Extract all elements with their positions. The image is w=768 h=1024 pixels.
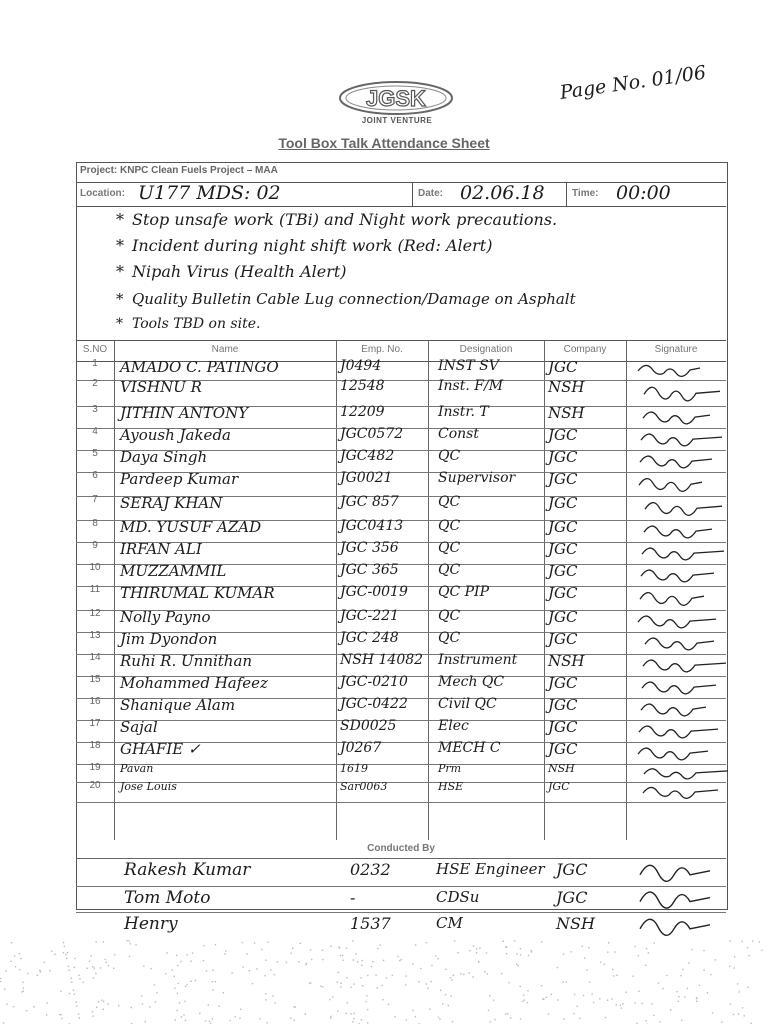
column-header-company: Company <box>563 344 607 355</box>
attendee-name: AMADO C. PATINGO <box>120 358 279 376</box>
row-number: 13 <box>89 630 101 641</box>
company: JGC <box>548 426 578 444</box>
employee-number: SD0025 <box>340 718 397 734</box>
company: JGC <box>548 674 578 692</box>
designation: MECH C <box>438 740 501 756</box>
signature-mark <box>632 720 724 742</box>
company: JGC <box>548 448 578 466</box>
conductor-employee-number: - <box>350 888 356 907</box>
signature-mark <box>632 450 724 472</box>
column-header-name: Name <box>211 344 239 355</box>
table-row <box>76 698 726 721</box>
company: JGC <box>548 696 578 714</box>
employee-number: JG0021 <box>340 470 393 486</box>
table-row <box>76 782 726 803</box>
signature-mark <box>632 742 724 764</box>
column-header-signature: Signature <box>654 344 698 355</box>
row-number: 2 <box>92 378 98 389</box>
designation: Inst. F/M <box>438 378 504 394</box>
divider <box>412 182 413 206</box>
signature-mark <box>632 676 724 698</box>
conductor-name: Rakesh Kumar <box>124 860 251 880</box>
designation: QC <box>438 608 461 624</box>
employee-number: JGC 857 <box>340 494 399 510</box>
jgsk-logo <box>338 80 454 120</box>
company: JGC <box>548 608 578 626</box>
company: JGC <box>548 740 578 758</box>
attendee-name: Shanique Alam <box>120 696 236 714</box>
row-number: 12 <box>89 608 101 619</box>
conductor-employee-number: 0232 <box>350 860 391 879</box>
conductor-company: JGC <box>556 860 588 879</box>
company: NSH <box>548 762 575 775</box>
signature-mark <box>632 586 724 610</box>
designation: QC <box>438 494 461 510</box>
employee-number: J0267 <box>340 740 382 756</box>
conductor-designation: CM <box>436 914 463 932</box>
designation: QC <box>438 518 461 534</box>
employee-number: JGC-221 <box>340 608 399 624</box>
column-header-sno: S.NO <box>82 344 108 355</box>
row-number: 4 <box>92 426 98 437</box>
signature-mark <box>632 858 724 886</box>
attendee-name: VISHNU R <box>120 378 202 396</box>
column-header-designation: Designation <box>459 344 513 355</box>
attendee-name: Pardeep Kumar <box>120 470 239 488</box>
employee-number: 12548 <box>340 378 385 394</box>
company: JGC <box>548 718 578 736</box>
conducted-by-row <box>76 886 726 913</box>
row-number: 15 <box>89 674 101 685</box>
company: JGC <box>548 494 578 512</box>
attendee-name: MD. YUSUF AZAD <box>120 518 262 536</box>
signature-mark <box>632 428 724 450</box>
company: JGC <box>548 562 578 580</box>
company: NSH <box>548 404 585 422</box>
designation: INST SV <box>438 358 499 374</box>
signature-mark <box>632 406 724 428</box>
location-label: Location: <box>80 188 125 199</box>
company: JGC <box>548 358 578 376</box>
signature-mark <box>632 564 724 586</box>
employee-number: JGC 365 <box>340 562 399 578</box>
conducted-by-header <box>76 840 726 859</box>
company: JGC <box>548 584 578 602</box>
company: JGC <box>548 630 578 648</box>
employee-number: 12209 <box>340 404 385 420</box>
designation: Mech QC <box>438 674 505 690</box>
signature-mark <box>632 380 724 406</box>
project-row <box>76 162 726 183</box>
row-number: 7 <box>92 494 98 505</box>
sheet-title: Tool Box Talk Attendance Sheet <box>278 135 490 151</box>
page-number: Page No. 01/06 <box>558 61 708 104</box>
topic-item: * Quality Bulletin Cable Lug connection/Damage on Asphalt <box>116 290 576 308</box>
company: NSH <box>548 652 585 670</box>
logo-text: JGSK <box>366 86 426 111</box>
employee-number: Sar0063 <box>340 780 388 793</box>
signature-mark <box>632 886 724 912</box>
designation: Instr. T <box>438 404 489 420</box>
attendee-name: Ruhi R. Unnithan <box>120 652 253 670</box>
company: JGC <box>548 518 578 536</box>
employee-number: JGC-0019 <box>340 584 408 600</box>
attendee-name: Daya Singh <box>120 448 208 466</box>
row-number: 5 <box>92 448 98 459</box>
designation: HSE <box>438 780 464 793</box>
row-number: 8 <box>92 518 98 529</box>
column-header-emp: Emp. No. <box>361 344 403 355</box>
employee-number: J0494 <box>340 358 382 374</box>
signature-mark <box>632 632 724 654</box>
company: JGC <box>548 470 578 488</box>
conductor-employee-number: 1537 <box>350 914 391 933</box>
designation: QC <box>438 630 461 646</box>
date-value: 02.06.18 <box>460 182 545 204</box>
designation: Const <box>438 426 479 442</box>
employee-number: JGC 248 <box>340 630 399 646</box>
row-number: 3 <box>92 404 98 415</box>
signature-mark <box>632 782 724 802</box>
employee-number: JGC0413 <box>340 518 404 534</box>
row-number: 20 <box>89 780 101 791</box>
conductor-company: JGC <box>556 888 588 907</box>
signature-mark <box>632 698 724 720</box>
designation: QC <box>438 448 461 464</box>
employee-number: JGC482 <box>340 448 395 464</box>
signature-mark <box>632 764 724 782</box>
topic-item: * Tools TBD on site. <box>116 316 261 332</box>
scan-noise <box>0 940 768 1024</box>
designation: Supervisor <box>438 470 516 486</box>
attendee-name: Jim Dyondon <box>120 630 218 648</box>
conducted-by-row <box>76 912 726 940</box>
attendee-name: Ayoush Jakeda <box>120 426 231 444</box>
table-row <box>76 742 726 765</box>
row-number: 14 <box>89 652 101 663</box>
conductor-company: NSH <box>556 914 595 933</box>
row-number: 6 <box>92 470 98 481</box>
attendee-name: Pavan <box>120 762 154 775</box>
employee-number: 1619 <box>340 762 368 775</box>
attendee-name: SERAJ KHAN <box>120 494 223 512</box>
attendee-name: Nolly Payno <box>120 608 211 626</box>
conductor-designation: CDSu <box>436 888 480 906</box>
row-number: 11 <box>89 584 101 595</box>
attendee-name: Sajal <box>120 718 158 736</box>
topic-item: * Nipah Virus (Health Alert) <box>116 262 347 281</box>
attendee-name: Mohammed Hafeez <box>120 674 268 692</box>
row-number: 16 <box>89 696 101 707</box>
attendee-name: IRFAN ALI <box>120 540 202 558</box>
time-value: 00:00 <box>616 182 671 204</box>
row-number: 10 <box>89 562 101 573</box>
signature-mark <box>632 496 724 520</box>
conductor-designation: HSE Engineer <box>436 860 545 878</box>
employee-number: JGC-0210 <box>340 674 408 690</box>
date-label: Date: <box>418 188 444 199</box>
designation: Instrument <box>438 652 518 668</box>
signature-mark <box>632 912 724 940</box>
employee-number: NSH 14082 <box>340 652 424 668</box>
designation: QC <box>438 540 461 556</box>
project-label: Project: KNPC Clean Fuels Project – MAA <box>80 165 278 176</box>
row-number: 18 <box>89 740 101 751</box>
conductor-name: Tom Moto <box>124 888 211 908</box>
row-number: 9 <box>92 540 98 551</box>
divider <box>566 182 567 206</box>
company: JGC <box>548 540 578 558</box>
conducted-by-row <box>76 858 726 887</box>
attendee-name: Jose Louis <box>120 780 177 793</box>
signature-mark <box>632 542 724 564</box>
company: JGC <box>548 780 570 793</box>
attendee-name: MUZZAMMIL <box>120 562 227 580</box>
attendee-name: THIRUMAL KUMAR <box>120 584 275 602</box>
location-row <box>76 182 726 207</box>
signature-mark <box>632 520 724 542</box>
employee-number: JGC 356 <box>340 540 399 556</box>
conducted-by-label: Conducted By <box>367 843 435 854</box>
topic-item: * Incident during night shift work (Red: Alert) <box>116 236 493 255</box>
row-number: 17 <box>89 718 101 729</box>
designation: QC <box>438 562 461 578</box>
signature-mark <box>632 472 724 496</box>
attendee-name: GHAFIE ✓ <box>120 740 201 758</box>
designation: Prm <box>438 762 462 775</box>
topic-item: * Stop unsafe work (TBi) and Night work precautions. <box>116 210 558 229</box>
location-value: U177 MDS: 02 <box>138 182 281 204</box>
row-number: 1 <box>92 358 98 369</box>
designation: Civil QC <box>438 696 497 712</box>
employee-number: JGC0572 <box>340 426 404 442</box>
employee-number: JGC-0422 <box>340 696 408 712</box>
logo-subtext: JOINT VENTURE <box>361 116 433 125</box>
row-number: 19 <box>89 762 101 773</box>
signature-mark <box>632 610 724 632</box>
signature-mark <box>632 654 724 676</box>
designation: QC PIP <box>438 584 490 600</box>
signature-mark <box>632 360 724 380</box>
table-row <box>76 380 726 407</box>
company: NSH <box>548 378 585 396</box>
designation: Elec <box>438 718 469 734</box>
time-label: Time: <box>572 188 599 199</box>
conductor-name: Henry <box>124 914 178 934</box>
attendee-name: JITHIN ANTONY <box>120 404 249 422</box>
